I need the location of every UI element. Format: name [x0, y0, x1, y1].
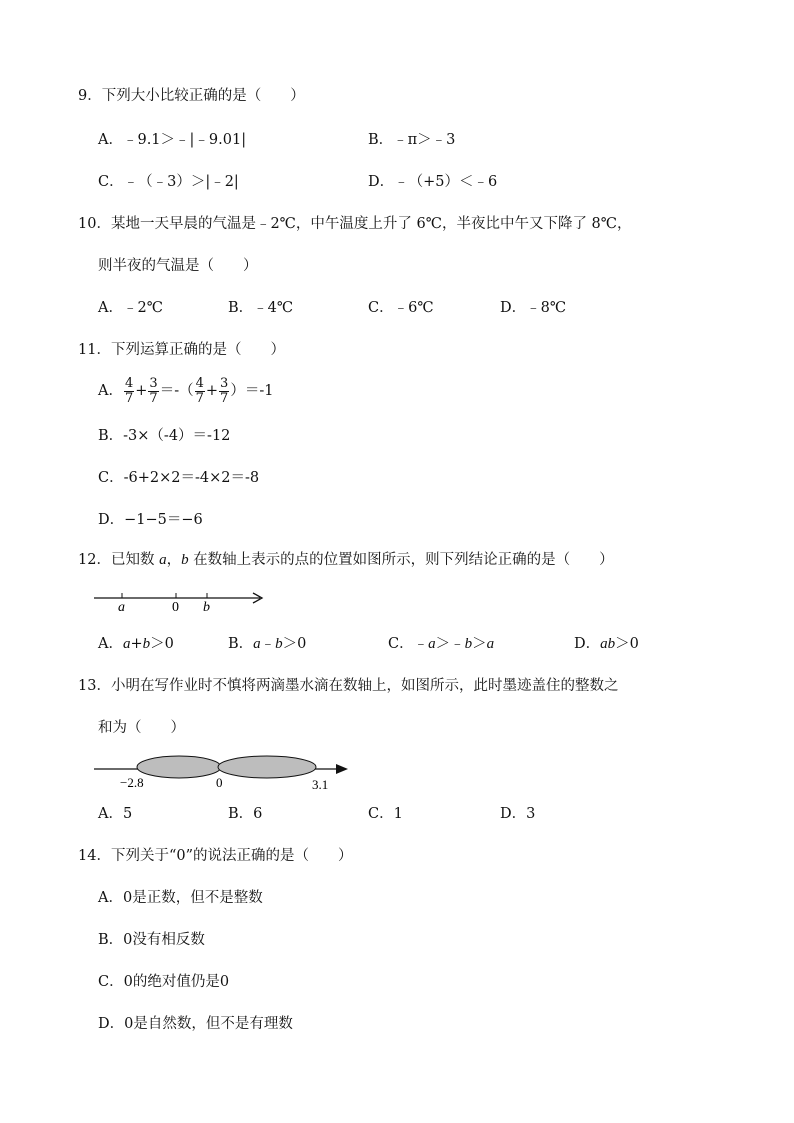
- q12-number-line: [92, 588, 268, 616]
- var-b: b: [181, 552, 189, 568]
- fraction: $\frac{4}{7}$: [124, 375, 134, 406]
- q14-option-b: B．0没有相反数: [98, 932, 205, 948]
- axis-label-neg-2-8: −2.8: [120, 775, 144, 790]
- axis-label-0: 0: [216, 775, 223, 790]
- ink-blot-right: [218, 756, 316, 778]
- q14-option-a: A．0是正数，但不是整数: [98, 890, 263, 906]
- q11-a-prefix: A．: [98, 383, 123, 399]
- fraction: $\frac{3}{7}$: [220, 375, 229, 406]
- q13-option-b: B．6: [228, 806, 263, 822]
- q11-option-c: C．-6+2×2＝-4×2＝-8: [98, 470, 260, 486]
- q9-option-d: D．﹣（+5）＜﹣6: [368, 174, 498, 190]
- ink-blot-left: [137, 756, 221, 778]
- q9-stem: 9．下列大小比较正确的是（ ）: [78, 88, 305, 104]
- q12-stem: 12．已知数 a，b 在数轴上表示的点的位置如图所示，则下列结论正确的是（ ）: [78, 552, 614, 568]
- q13-stem: 13．小明在写作业时不慎将两滴墨水滴在数轴上，如图所示，此时墨迹盖住的整数之: [78, 678, 619, 694]
- q10-option-b: B．﹣4℃: [228, 300, 294, 316]
- var-a: a: [159, 552, 167, 568]
- q11-option-a: A． $\frac{4}{7}$ + $\frac{3}{7}$ ＝-（ $\frac{4}{7}$ + $\frac{3}{7}$ ）＝-1: [98, 375, 274, 406]
- q11-stem: 11．下列运算正确的是（ ）: [78, 342, 285, 358]
- axis-label-a: a: [118, 600, 125, 615]
- q12-option-c: C．﹣a＞﹣b＞a: [388, 636, 495, 652]
- q10-option-a: A．﹣2℃: [98, 300, 163, 316]
- q13-stem-cont: 和为（ ）: [98, 720, 185, 736]
- q14-option-c: C．0的绝对值仍是0: [98, 974, 230, 990]
- q10-option-d: D．﹣8℃: [500, 300, 567, 316]
- axis-arrow: [336, 764, 348, 774]
- q9-option-c: C．﹣（﹣3）＞|﹣2|: [98, 174, 239, 190]
- q12-option-d: D．ab＞0: [574, 636, 639, 652]
- q13-option-c: C．1: [368, 806, 403, 822]
- q12-option-b: B．a﹣b＞0: [228, 636, 307, 652]
- q10-stem: 10．某地一天早晨的气温是﹣2℃，中午温度上升了 6℃，半夜比中午又下降了 8℃，: [78, 216, 632, 232]
- axis-label-3-1: 3.1: [312, 777, 329, 792]
- q13-option-d: D．3: [500, 806, 536, 822]
- q11-option-b: B．-3×（-4）＝-12: [98, 428, 231, 444]
- fraction: $\frac{4}{7}$: [195, 375, 204, 406]
- q9-option-b: B．﹣π＞﹣3: [368, 132, 456, 148]
- q13-option-a: A．5: [98, 806, 133, 822]
- q14-option-d: D．0是自然数，但不是有理数: [98, 1016, 293, 1032]
- q10-stem-cont: 则半夜的气温是（ ）: [98, 258, 258, 274]
- q10-option-c: C．﹣6℃: [368, 300, 434, 316]
- q13-number-line: [92, 752, 354, 794]
- q14-stem: 14．下列关于“0”的说法正确的是（ ）: [78, 848, 353, 864]
- q12-option-a: A．a+b＞0: [98, 636, 174, 652]
- fraction: $\frac{3}{7}$: [149, 375, 158, 406]
- axis-label-b: b: [203, 600, 210, 615]
- axis-label-0: 0: [172, 600, 179, 615]
- q11-option-d: D．−1−5＝−6: [98, 512, 203, 528]
- q9-option-a: A．﹣9.1＞﹣|﹣9.01|: [98, 132, 247, 148]
